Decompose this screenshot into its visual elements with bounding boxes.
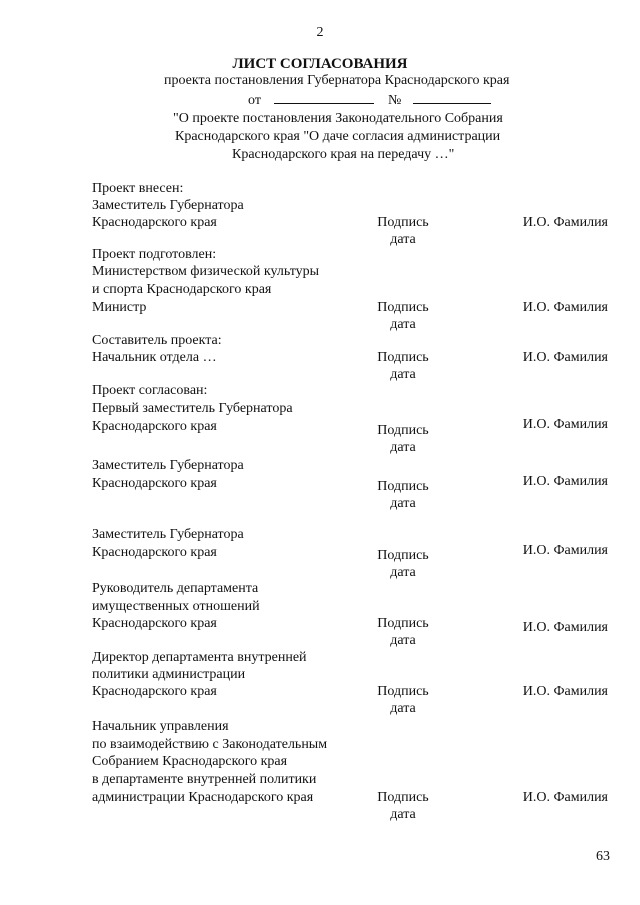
signature-label: Подпись (377, 423, 429, 438)
document-title: ЛИСТ СОГЛАСОВАНИЯ (232, 56, 408, 72)
date-label: дата (390, 701, 416, 716)
entry-line: Руководитель департамента (92, 581, 259, 596)
signature-label: Подпись (377, 616, 429, 631)
date-label: дата (390, 807, 416, 822)
number-blank (413, 91, 491, 104)
entry-line: Проект внесен: (92, 181, 184, 196)
entry-line: Краснодарского края (92, 215, 217, 230)
entry-line: Заместитель Губернатора (92, 527, 244, 542)
entry-line: Собранием Краснодарского края (92, 754, 288, 769)
date-label: дата (390, 565, 416, 580)
entry-line: администрации Краснодарского края (92, 790, 314, 805)
entry-line: Первый заместитель Губернатора (92, 401, 293, 416)
signature-label: Подпись (377, 350, 429, 365)
entry-line: Заместитель Губернатора (92, 458, 244, 473)
entry-line: Начальник отдела … (92, 350, 217, 365)
name-placeholder: И.О. Фамилия (522, 684, 608, 699)
entry-line: Проект согласован: (92, 383, 208, 398)
name-placeholder: И.О. Фамилия (522, 300, 608, 315)
entry-line: Министр (92, 300, 147, 315)
date-label: дата (390, 232, 416, 247)
signature-label: Подпись (377, 684, 429, 699)
entry-line: Заместитель Губернатора (92, 198, 244, 213)
entry-line: политики администрации (92, 667, 246, 682)
entry-line: Министерством физической культуры (92, 264, 320, 279)
name-placeholder: И.О. Фамилия (522, 474, 608, 489)
signature-label: Подпись (377, 548, 429, 563)
entry-line: Краснодарского края (92, 684, 217, 699)
date-label: дата (390, 367, 416, 382)
sheet-number: 63 (596, 849, 610, 864)
name-placeholder: И.О. Фамилия (522, 350, 608, 365)
date-label: дата (390, 440, 416, 455)
quote-line-2: Краснодарского края "О даче согласия администрации (175, 129, 501, 144)
entry-line: Краснодарского края (92, 476, 217, 491)
from-label: от (248, 93, 261, 108)
entry-line: Директор департамента внутренней (92, 650, 307, 665)
entry-line: Составитель проекта: (92, 333, 222, 348)
number-label: № (387, 93, 402, 108)
entry-line: Краснодарского края (92, 616, 217, 631)
name-placeholder: И.О. Фамилия (522, 620, 608, 635)
date-label: дата (390, 496, 416, 511)
quote-line-1: "О проекте постановления Законодательного Собрания (173, 111, 503, 126)
document-subtitle: проекта постановления Губернатора Краснодарского края (164, 73, 510, 88)
entry-line: Проект подготовлен: (92, 247, 217, 262)
entry-line: Краснодарского края (92, 419, 217, 434)
signature-label: Подпись (377, 479, 429, 494)
page-number: 2 (316, 25, 324, 40)
name-placeholder: И.О. Фамилия (522, 543, 608, 558)
date-blank (274, 91, 374, 104)
signature-label: Подпись (377, 790, 429, 805)
name-placeholder: И.О. Фамилия (522, 790, 608, 805)
name-placeholder: И.О. Фамилия (522, 417, 608, 432)
signature-label: Подпись (377, 300, 429, 315)
entry-line: и спорта Краснодарского края (92, 282, 272, 297)
date-number-line (248, 91, 491, 110)
date-label: дата (390, 317, 416, 332)
entry-line: по взаимодействию с Законодательным (92, 737, 328, 752)
entry-line: Краснодарского края (92, 545, 217, 560)
date-label: дата (390, 633, 416, 648)
signature-label: Подпись (377, 215, 429, 230)
quote-line-3: Краснодарского края на передачу …" (232, 147, 455, 162)
entry-line: Начальник управления (92, 719, 229, 734)
entry-line: имущественных отношений (92, 599, 260, 614)
entry-line: в департаменте внутренней политики (92, 772, 317, 787)
name-placeholder: И.О. Фамилия (522, 215, 608, 230)
